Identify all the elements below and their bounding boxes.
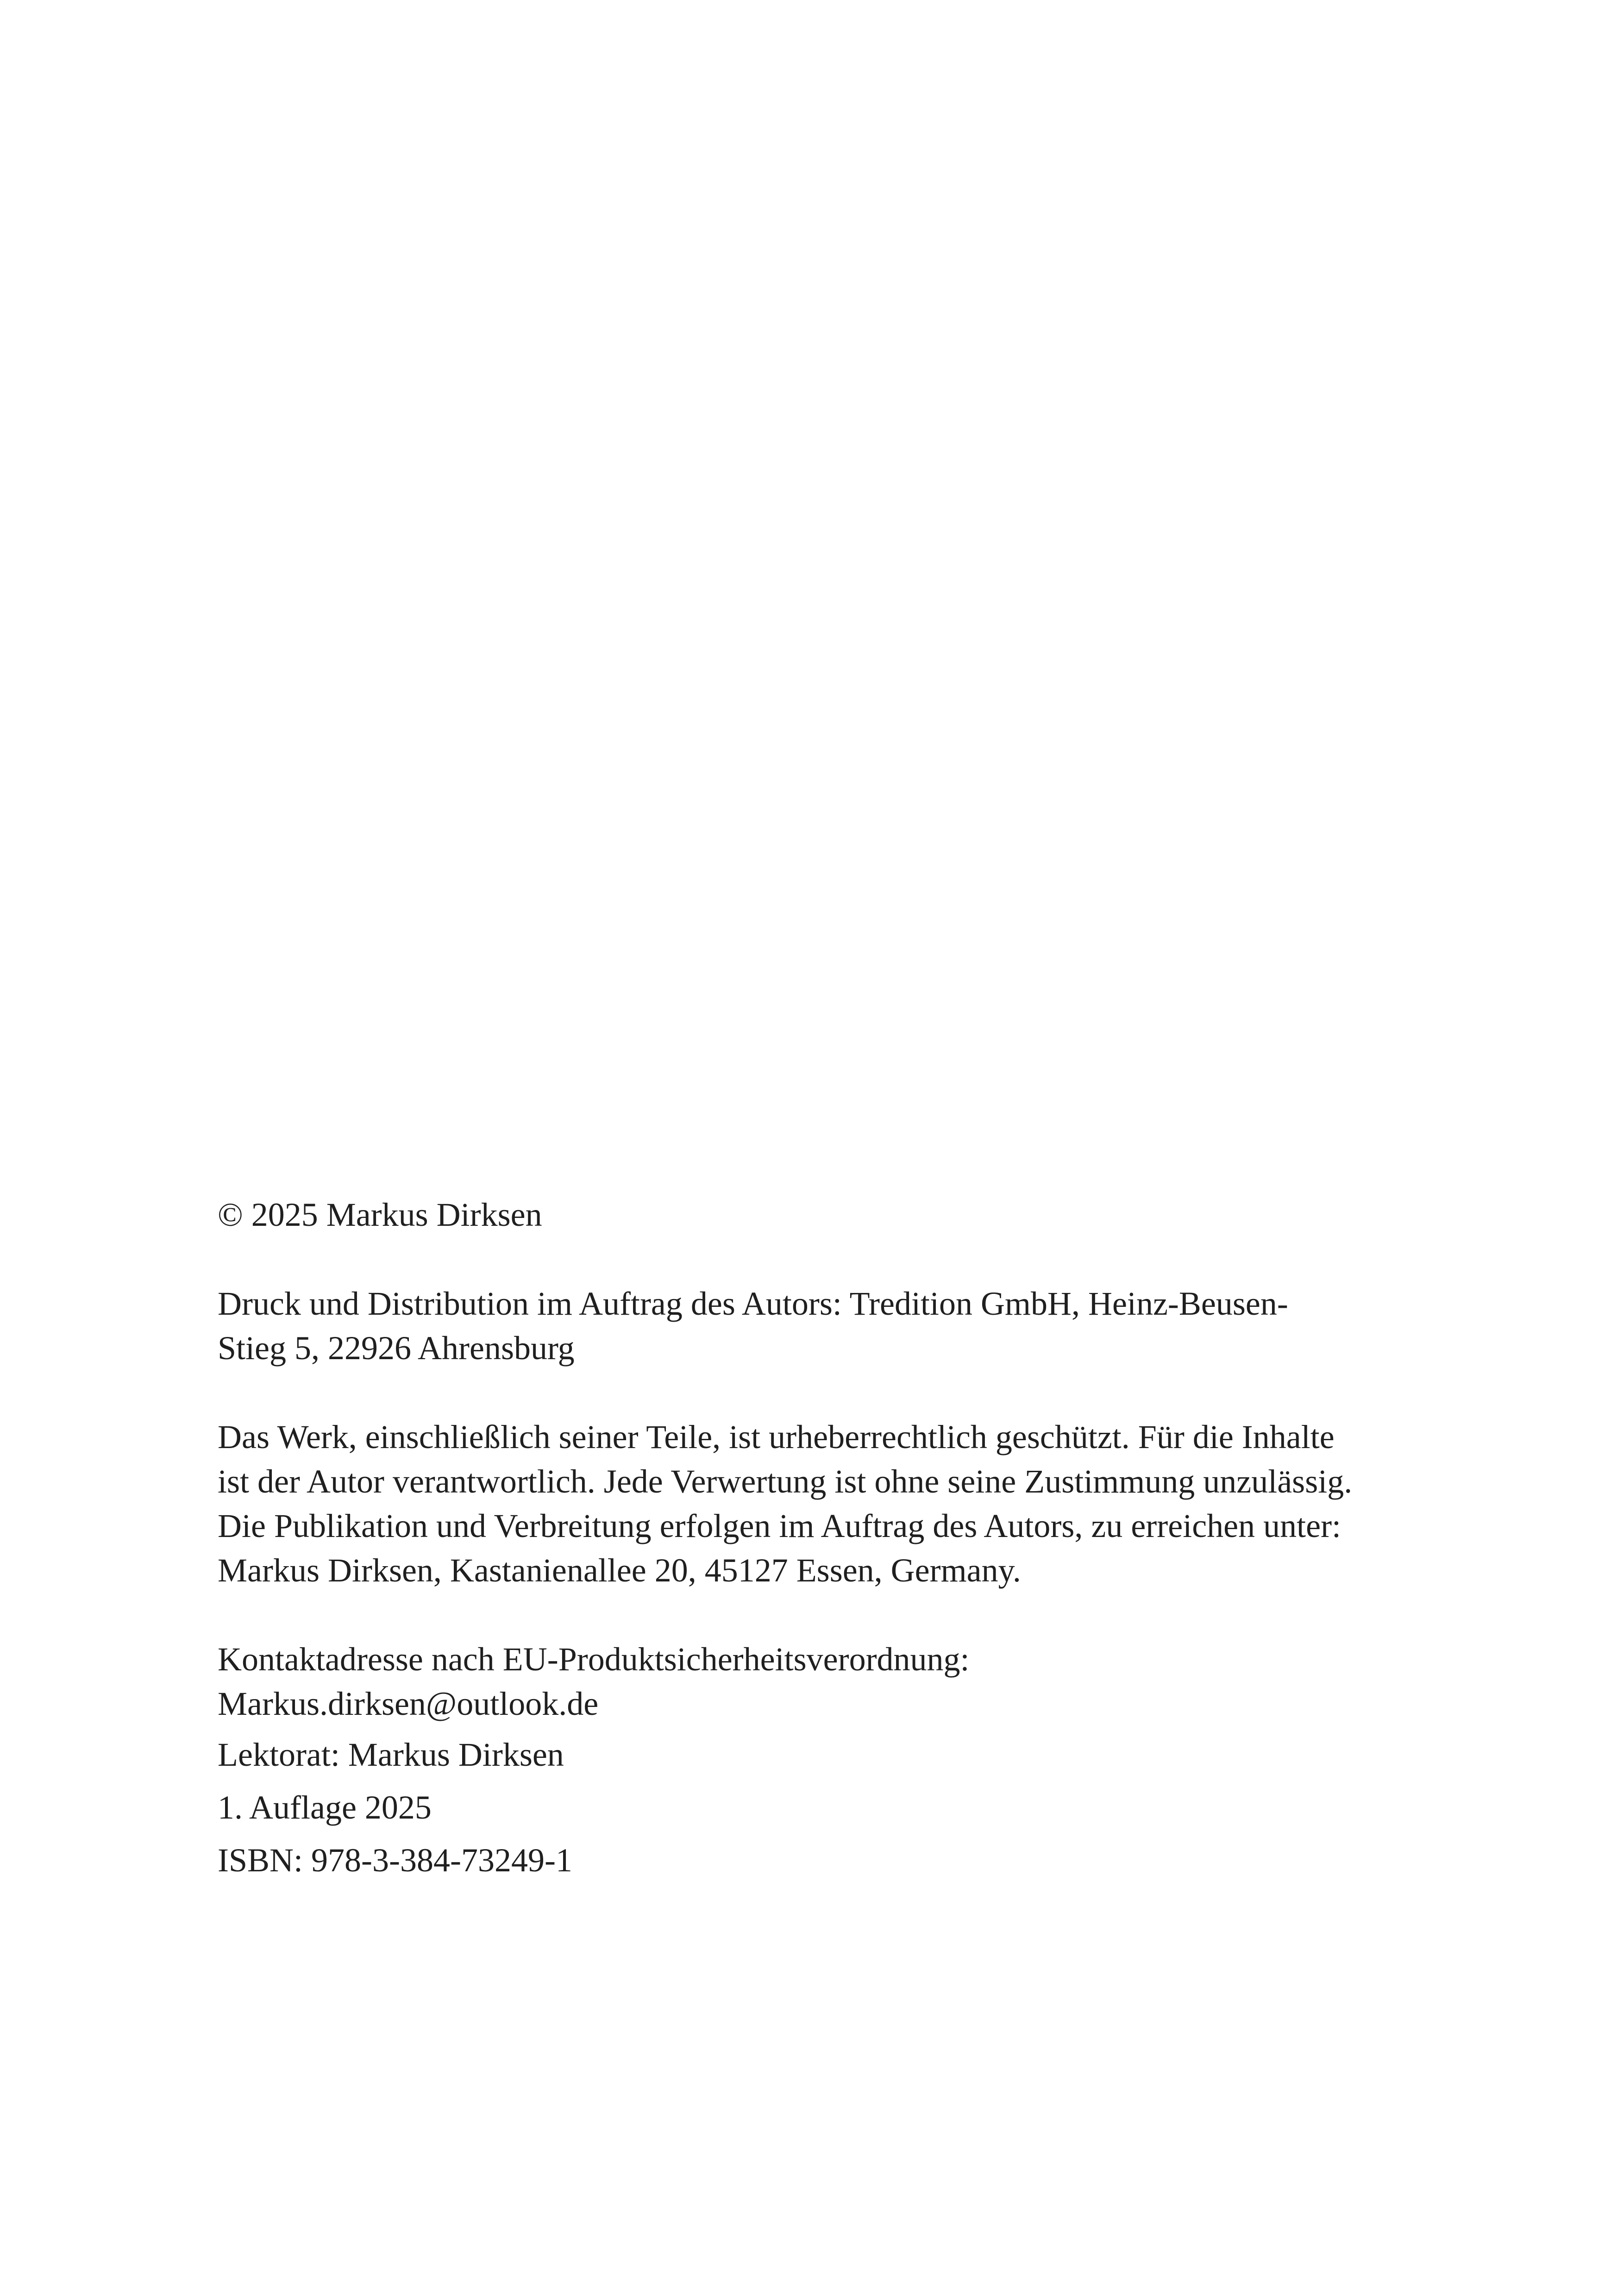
contact-email: Markus.dirksen@outlook.de: [218, 1685, 599, 1722]
printing-line-2: Stieg 5, 22926 Ahrensburg: [218, 1330, 575, 1367]
printing-distribution-note: [218, 1281, 1403, 1370]
copyright-line: © 2025 Markus Dirksen: [218, 1196, 542, 1233]
copyright-notice: [218, 1192, 1403, 1237]
editing-credit: Lektorat: Markus Dirksen: [218, 1736, 564, 1773]
printing-line-1: Druck und Distribution im Auftrag des Autors: Tredition GmbH, Heinz-Beusen-: [218, 1285, 1288, 1322]
edition-note: 1. Auflage 2025: [218, 1789, 432, 1826]
contact-label: Kontaktadresse nach EU-Produktsicherheitsverordnung:: [218, 1641, 970, 1678]
imprint-block: [218, 1192, 1403, 1891]
contact-address: [218, 1637, 1403, 1726]
rights-line-1: Das Werk, einschließlich seiner Teile, ist urheberrechtlich geschützt. Für die Inhalte: [218, 1418, 1335, 1455]
isbn-number: ISBN: 978-3-384-73249-1: [218, 1842, 572, 1879]
rights-line-3: Die Publikation und Verbreitung erfolgen im Auftrag des Autors, zu erreichen unter:: [218, 1507, 1341, 1544]
rights-line-4: Markus Dirksen, Kastanienallee 20, 45127 Essen, Germany.: [218, 1552, 1021, 1589]
rights-line-2: ist der Autor verantwortlich. Jede Verwertung ist ohne seine Zustimmung unzulässig.: [218, 1463, 1353, 1500]
rights-statement: [218, 1415, 1403, 1593]
